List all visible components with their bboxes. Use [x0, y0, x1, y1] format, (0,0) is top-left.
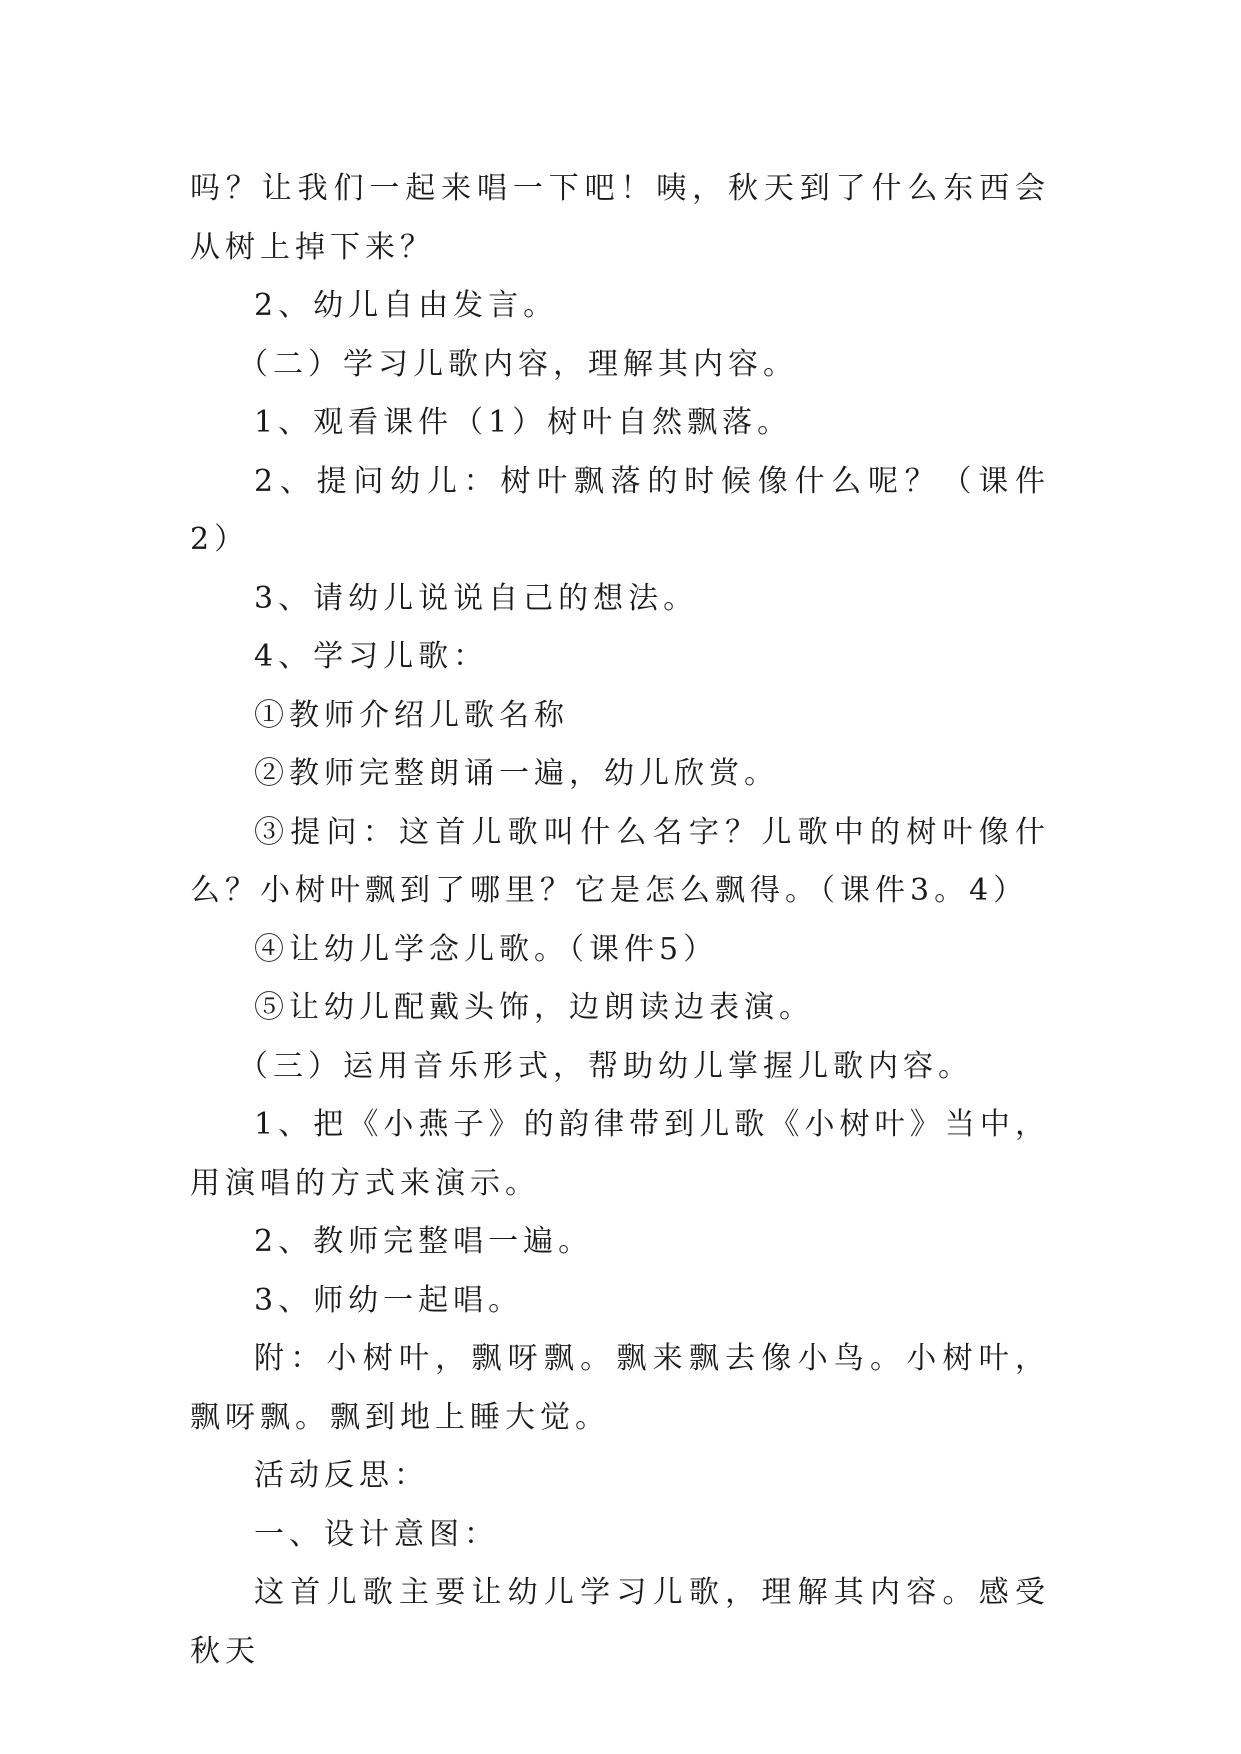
paragraph: ②教师完整朗诵一遍，幼儿欣赏。 — [254, 756, 779, 791]
paragraph: 1、观看课件（1）树叶自然飘落。 — [254, 405, 793, 440]
paragraph: 4、学习儿歌： — [254, 639, 489, 674]
paragraph: 这首儿歌主要让幼儿学习儿歌，理解其内容。感受秋天 — [190, 1575, 1050, 1669]
paragraph: 附：小树叶，飘呀飘。飘来飘去像小鸟。小树叶，飘呀飘。飘到地上睡大觉。 — [190, 1341, 1050, 1435]
document-body — [190, 160, 1050, 1681]
paragraph: ③提问：这首儿歌叫什么名字？儿歌中的树叶像什么？小树叶飘到了哪里？它是怎么飘得。（课件3。4） — [190, 814, 1050, 908]
paragraph: 2、幼儿自由发言。 — [254, 288, 559, 323]
paragraph: 3、师幼一起唱。 — [254, 1282, 524, 1318]
paragraph: ④让幼儿学念儿歌。（课件5） — [254, 931, 719, 967]
section-heading: （二）学习儿歌内容，理解其内容。 — [238, 346, 798, 382]
subheading: 一、设计意图： — [254, 1516, 499, 1552]
paragraph: 3、请幼儿说说自己的想法。 — [254, 580, 699, 616]
paragraph: 吗？让我们一起来唱一下吧！咦，秋天到了什么东西会从树上掉下来？ — [190, 171, 1050, 265]
paragraph: 2、提问幼儿：树叶飘落的时候像什么呢？（课件2） — [190, 463, 1050, 557]
paragraph: ①教师介绍儿歌名称 — [254, 697, 569, 733]
paragraph: 1、把《小燕子》的韵律带到儿歌《小树叶》当中，用演唱的方式来演示。 — [190, 1107, 1050, 1201]
paragraph: ⑤让幼儿配戴头饰，边朗读边表演。 — [254, 990, 814, 1025]
paragraph: 2、教师完整唱一遍。 — [254, 1224, 594, 1259]
section-heading: （三）运用音乐形式，帮助幼儿掌握儿歌内容。 — [238, 1048, 973, 1084]
subheading: 活动反思： — [254, 1458, 429, 1493]
